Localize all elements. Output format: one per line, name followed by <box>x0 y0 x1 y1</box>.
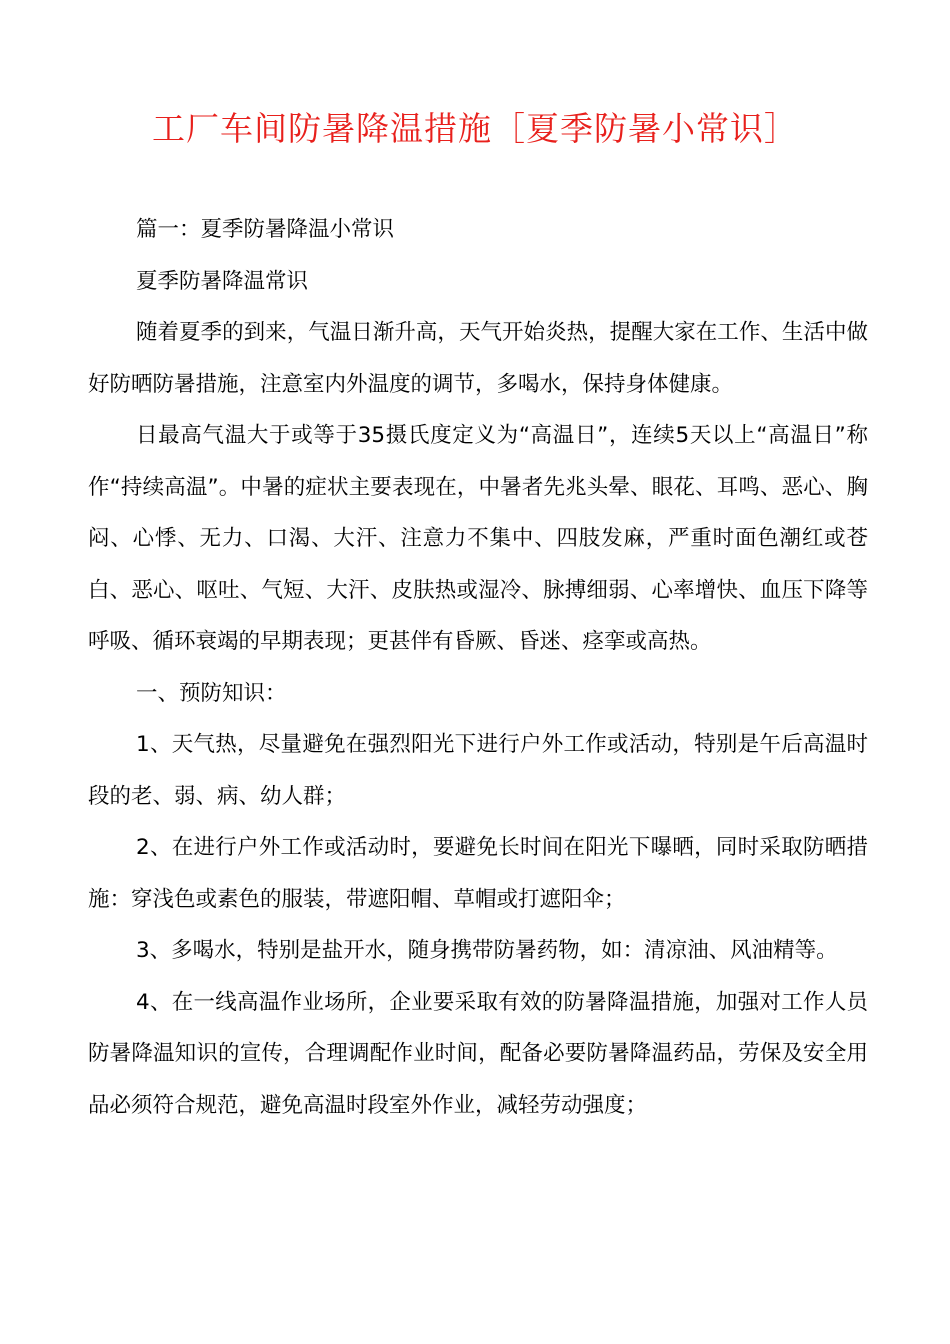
document-body <box>88 204 868 1131</box>
prevention-item-1: 1、天气热，尽量避免在强烈阳光下进行户外工作或活动，特别是午后高温时段的老、弱、病、幼人群； <box>88 732 868 809</box>
section-heading-prevention: 一、预防知识： <box>136 680 287 706</box>
subheading: 夏季防暑降温常识 <box>136 268 309 294</box>
prevention-item-4: 4、在一线高温作业场所，企业要采取有效的防暑降温措施，加强对工作人员防暑降温知识的宣传，合理调配作业时间，配备必要防暑降温药品，劳保及安全用品必须符合规范，避免高温时段室外作业，减轻劳动强度； <box>88 989 868 1118</box>
section-heading-part-one: 篇一：夏季防暑降温小常识 <box>136 217 395 242</box>
prevention-item-3: 3、多喝水，特别是盐开水，随身携带防暑药物，如：清凉油、风油精等。 <box>136 938 838 963</box>
document-title: 工厂车间防暑降温措施［夏季防暑小常识］ <box>152 109 798 148</box>
prevention-item-2: 2、在进行户外工作或活动时，要避免长时间在阳光下曝晒，同时采取防晒措施：穿浅色或素色的服装，带遮阳帽、草帽或打遮阳伞； <box>88 835 868 912</box>
intro-paragraph: 随着夏季的到来，气温日渐升高，天气开始炎热，提醒大家在工作、生活中做好防晒防暑措施，注意室内外温度的调节，多喝水，保持身体健康。 <box>88 320 868 397</box>
symptoms-paragraph: 日最高气温大于或等于35摄氏度定义为“高温日”，连续5天以上“高温日”称作“持续高温”。中暑的症状主要表现在，中暑者先兆头晕、眼花、耳鸣、恶心、胸闷、心悸、无力、口渴、大汗、注意力不集中、四肢发麻，严重时面色潮红或苍白、恶心、呕吐、气短、大汗、皮肤热或湿冷、脉搏细弱、心率增快、血压下降等呼吸、循环衰竭的早期表现；更甚伴有昏厥、昏迷、痉挛或高热。 <box>88 423 868 654</box>
